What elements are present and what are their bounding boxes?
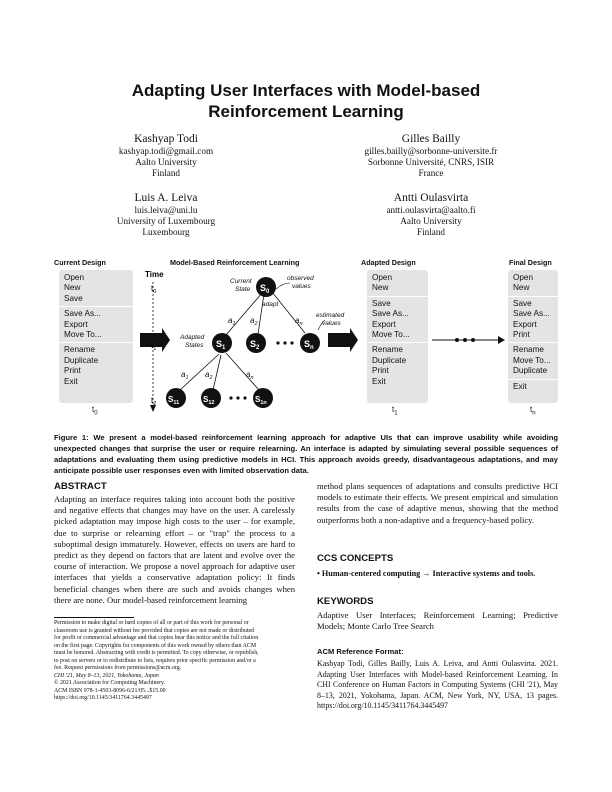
edge-label-a2: $a_2$ — [205, 370, 213, 381]
menu-item: Save — [64, 293, 83, 303]
menu-item: Rename — [513, 345, 544, 355]
menu-item: Open — [513, 273, 534, 282]
menu-item: Export — [372, 319, 396, 329]
menu-item: Duplicate — [513, 366, 548, 376]
node-s2 — [246, 333, 266, 353]
abstract-text-right: method plans sequences of adaptations and consults predictive HCI models to estimate their effects. We present empirical and simulation results from the case of adaptive menus, showing that the method outperforms both a non-adaptive and a frequency-based policy. — [317, 481, 558, 525]
menu-item: Rename — [372, 345, 403, 355]
menu-item: Export — [64, 319, 88, 329]
time-tick-t0: $t_0$ — [151, 284, 157, 295]
menu-item: Save — [513, 298, 532, 308]
edge-label-a2: $a_2$ — [250, 316, 258, 327]
node-s1 — [212, 333, 232, 353]
figure-caption: Figure 1: We present a model-based reinforcement learning approach for adaptive UIs that can improve usability while avoiding unexpected changes that surprise the user or require relearning. An interface is adapted by simulating several possible sequences of adaptations and evaluating them using predictive models in HCI. This approach avoids greedy, disadvantageous adaptations, and may anticipate possible user responses even with limited observation data. — [54, 433, 558, 475]
fig-heading-adapted: Adapted Design — [361, 258, 416, 267]
menu-item: Export — [513, 319, 537, 329]
fig-heading-current: Current Design — [54, 258, 106, 267]
menu-item: Duplicate — [64, 355, 99, 365]
menu-item: Print — [64, 366, 81, 376]
ccs-heading: CCS CONCEPTS — [317, 553, 394, 564]
ccs-text: • Human-centered computing → Interactive systems and tools. — [317, 569, 536, 578]
title-line-1: Adapting User Interfaces with Model-based — [131, 81, 481, 100]
label-observed-values: observed — [287, 275, 314, 282]
label-adapted-states: Adapted — [180, 334, 205, 341]
keywords-heading: KEYWORDS — [317, 596, 374, 607]
menu-item: Print — [513, 330, 530, 340]
author-country: Luxembourg — [142, 227, 190, 237]
time-label-t1: $t_1$ — [392, 405, 398, 417]
time-axis-label: Time — [145, 270, 164, 279]
author-email: luis.leiva@uni.lu — [134, 205, 198, 215]
keywords-text: Adaptive User Interfaces; Reinforcement Learning; Predictive Models; Monte Carlo Tree Search — [317, 610, 558, 632]
edge-label-an: $a_n$ — [246, 370, 254, 381]
svg-text:States: States — [185, 342, 204, 349]
svg-text:S11: $S_{11}$ — [168, 395, 180, 406]
menu-item: Save As... — [372, 309, 409, 319]
author-name: Gilles Bailly — [401, 133, 461, 145]
svg-text:S1: $S_1$ — [216, 339, 226, 351]
time-label-tn: $t_n$ — [530, 405, 536, 417]
node-s1n — [253, 388, 273, 408]
author-email: antti.oulasvirta@aalto.fi — [386, 205, 476, 215]
acm-ref-text: Kashyap Todi, Gilles Bailly, Luis A. Leiva, and Antti Oulasvirta. 2021. Adapting User Interfaces with Model-based Reinforcement Learning. In CHI Conference on Human Factors in Computing Systems (CHI '21), May 8–13, 2021, Yokohama, Japan. ACM, New York, NY, USA, 13 pages. https://doi.org/10.1145/3411764.3445497 — [317, 659, 558, 710]
edge-label-a1: $a_1$ — [181, 370, 189, 381]
author-affiliation: University of Luxembourg — [116, 216, 216, 226]
menu-item: Print — [372, 366, 389, 376]
author-affiliation: Aalto University — [400, 216, 462, 226]
svg-text:Sn: $S_n$ — [304, 339, 314, 351]
time-label-t0: $t_0$ — [92, 405, 98, 417]
author-name: Antti Oulasvirta — [393, 192, 469, 204]
label-adapt: adapt — [262, 301, 279, 308]
label-current-state: Current — [230, 278, 252, 285]
svg-text:State: State — [235, 286, 251, 293]
author-email: kashyap.todi@gmail.com — [118, 146, 214, 156]
menu-item: Exit — [64, 376, 78, 386]
fig-heading-final: Final Design — [509, 258, 552, 267]
svg-text:S2: $S_2$ — [250, 339, 260, 351]
menu-item: Open — [64, 273, 85, 282]
svg-text:S0: $S_0$ — [260, 283, 270, 295]
label-estimated-values: estimated — [316, 312, 345, 319]
menu-item: Exit — [372, 376, 386, 386]
menu-item: Save As... — [513, 309, 550, 319]
node-s0 — [256, 277, 276, 297]
author-name: Luis A. Leiva — [134, 192, 198, 204]
menu-item: Save As... — [64, 309, 101, 319]
edge-label-an: $a_n$ — [295, 316, 303, 327]
time-tick-t2: $t_2$ — [151, 396, 157, 407]
author-country: France — [418, 168, 444, 178]
time-tick-t1: $t_1$ — [151, 341, 157, 352]
menu-item: Save — [372, 298, 391, 308]
menu-item: New — [513, 283, 530, 293]
author-affiliation: Sorbonne Université, CNRS, ISIR — [367, 157, 495, 167]
menu-item: Move To... — [513, 355, 551, 365]
menu-item: New — [372, 283, 389, 293]
node-sn — [300, 333, 320, 353]
menu-item: Rename — [64, 345, 95, 355]
author-affiliation: Aalto University — [135, 157, 197, 167]
edge-label-a1: $a_1$ — [228, 316, 236, 327]
abstract-heading: ABSTRACT — [54, 481, 107, 492]
footnote-divider — [54, 617, 134, 618]
svg-text:S12: $S_{12}$ — [203, 395, 215, 406]
fig-heading-mbrl: Model-Based Reinforcement Learning — [170, 258, 300, 267]
menu-item: New — [64, 283, 81, 293]
permission-block: Permission to make digital or hard copies of all or part of this work for personal or classroom use is granted without fee provided that copies are not made or distributed for profit or commercial advantage and that copies bear this notice and the full citation on the first page. Copyrights for components of this work owned by others than ACM must be honored. Abstracting with credit is permitted. To copy otherwise, or republish, to post on servers or to redistribute to lists, requires prior specific permission and/or a fee. Request permissions from permissions@acm.org. CHI '21, May 8–13, 2021, Yokohama, Japan © 2021 Association for Computing Machinery. ACM ISBN 978-1-4503-8096-6/21/05...$15.00 https://doi.org/10.1145/3411764.3445497 — [54, 620, 259, 701]
svg-text:values: values — [292, 283, 311, 290]
menu-item: Duplicate — [372, 355, 407, 365]
author-email: gilles.bailly@sorbonne-universite.fr — [364, 146, 498, 156]
author-country: Finland — [151, 168, 181, 178]
menu-item: Move To... — [64, 330, 102, 340]
abstract-text-left: Adapting an interface requires taking into account both the positive and negative effects that changes may have on the user. A carelessly picked adaptation may impose high costs to the user – for example, due to surprise or relearning effort – or "trap" the process to a suboptimal design immaturely. However, effects on users are hard to predict as they depend on factors that are latent and evolve over the course of interaction. We propose a novel approach for adaptive user interfaces that yields a conservative adaptation policy: It finds beneficial changes when there are such and avoids changes when there are none. Our model-based reinforcement learning — [54, 494, 295, 605]
svg-text:S1n: $S_{1n}$ — [255, 395, 267, 406]
author-name: Kashyap Todi — [134, 133, 198, 145]
node-s12 — [201, 388, 221, 408]
acm-ref-heading: ACM Reference Format: — [317, 647, 404, 656]
author-country: Finland — [416, 227, 446, 237]
arrow-right-icon — [432, 336, 505, 344]
node-s11 — [166, 388, 186, 408]
menu-item: Exit — [513, 381, 527, 391]
menu-item: Move To... — [372, 330, 410, 340]
arrow-right-icon — [328, 328, 358, 352]
svg-text:values: values — [322, 320, 341, 327]
title-line-2: Reinforcement Learning — [208, 102, 404, 121]
menu-item: Open — [372, 273, 393, 282]
